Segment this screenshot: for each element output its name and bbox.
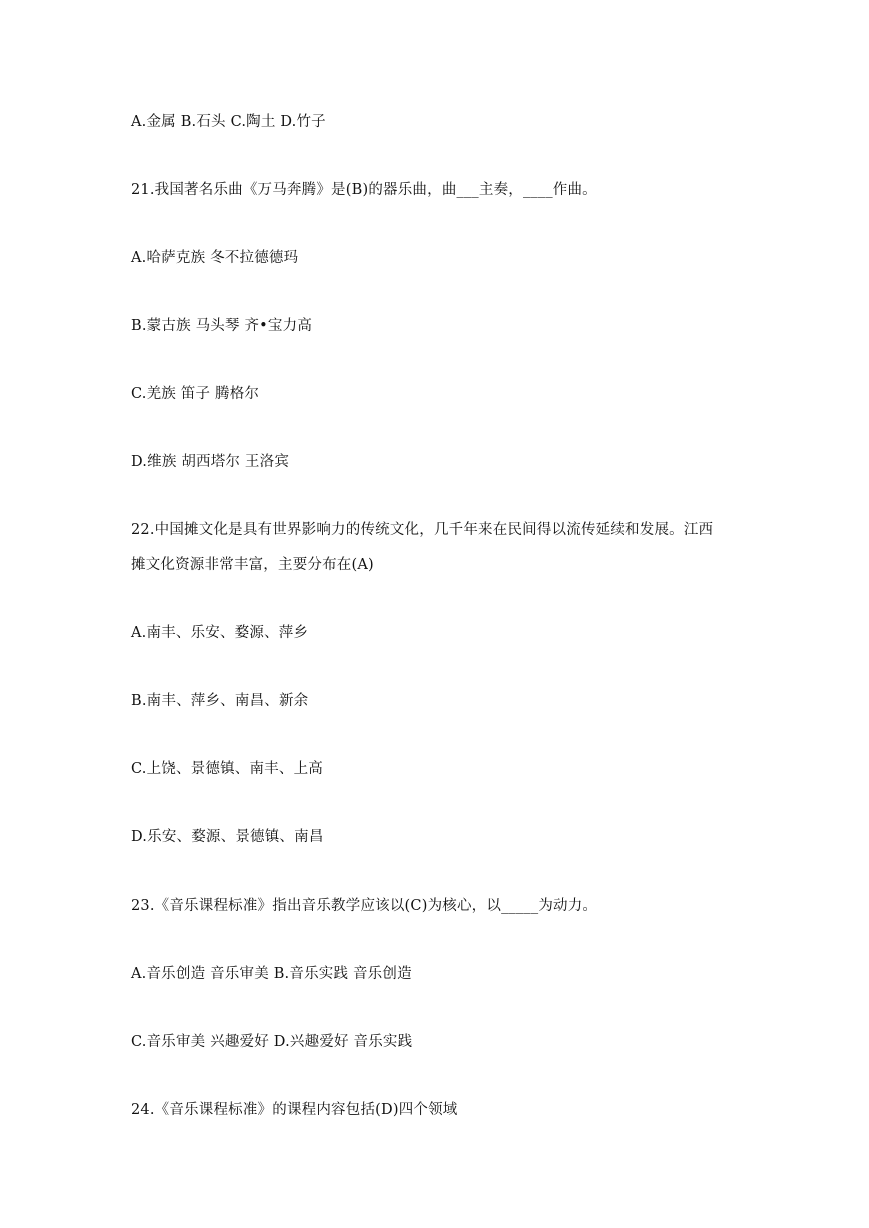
q21-option-c: C.羌族 笛子 腾格尔 bbox=[131, 386, 260, 402]
q22-option-b: B.南丰、萍乡、南昌、新余 bbox=[131, 693, 309, 709]
q21-option-b: B.蒙古族 马头琴 齐•宝力高 bbox=[131, 318, 313, 334]
q22-question-line2: 摊文化资源非常丰富，主要分布在(A) bbox=[131, 557, 374, 573]
q23-options-cd: C.音乐审美 兴趣爱好 D.兴趣爱好 音乐实践 bbox=[131, 1034, 413, 1050]
q23-question: 23.《音乐课程标准》指出音乐教学应该以(C)为核心，以_____为动力。 bbox=[131, 898, 598, 914]
q20-options: A.金属 B.石头 C.陶土 D.竹子 bbox=[131, 114, 326, 130]
q21-option-d: D.维族 胡西塔尔 王洛宾 bbox=[131, 454, 290, 470]
q22-option-c: C.上饶、景德镇、南丰、上高 bbox=[131, 761, 323, 777]
q23-options-ab: A.音乐创造 音乐审美 B.音乐实践 音乐创造 bbox=[131, 966, 412, 982]
q22-option-a: A.南丰、乐安、婺源、萍乡 bbox=[131, 625, 309, 641]
q21-option-a: A.哈萨克族 冬不拉德德玛 bbox=[131, 250, 299, 266]
q22-question-line1: 22.中国摊文化是具有世界影响力的传统文化，几千年来在民间得以流传延续和发展。江西 bbox=[131, 522, 714, 538]
q21-question: 21.我国著名乐曲《万马奔腾》是(B)的器乐曲，曲___主奏，____作曲。 bbox=[131, 182, 597, 198]
q24-question: 24.《音乐课程标准》的课程内容包括(D)四个领域 bbox=[131, 1102, 458, 1118]
q22-option-d: D.乐安、婺源、景德镇、南昌 bbox=[131, 829, 324, 845]
